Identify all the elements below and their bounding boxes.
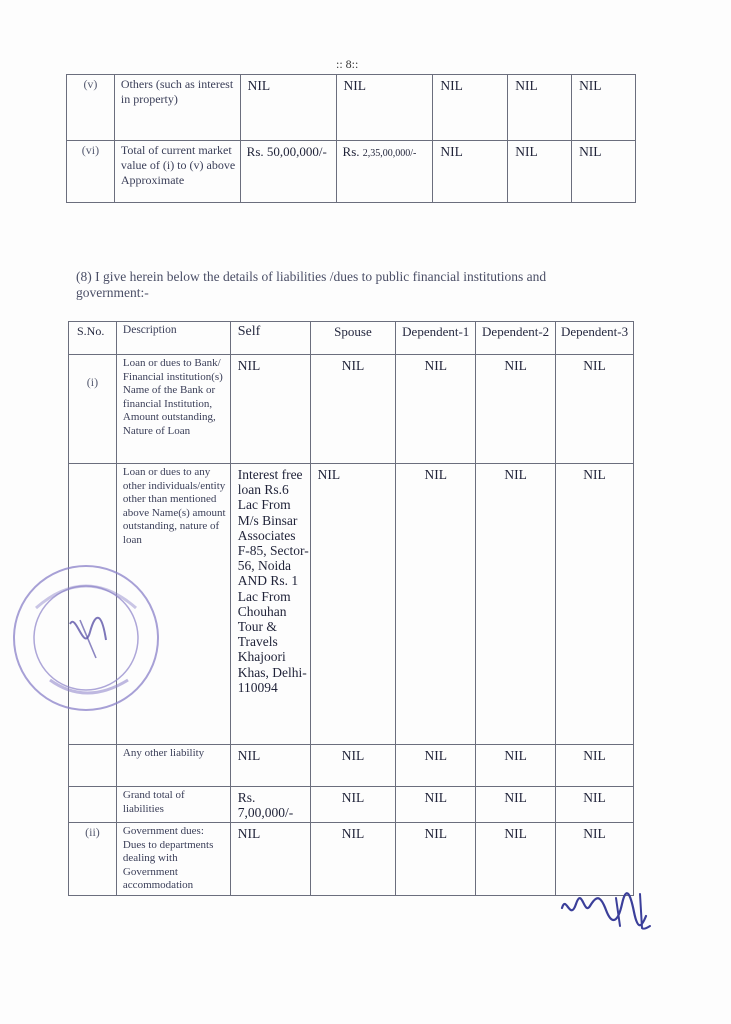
self-cell: NIL bbox=[240, 75, 336, 141]
dependent-2-cell: NIL bbox=[476, 823, 556, 896]
table-row bbox=[67, 75, 636, 141]
description-cell: Government dues: Dues to departments dealing with Government accommodation bbox=[116, 823, 230, 896]
sno-cell bbox=[69, 745, 117, 787]
description-cell: Others (such as interest in property) bbox=[114, 75, 240, 141]
spouse-cell: NIL bbox=[310, 745, 396, 787]
dependent-3-cell: NIL bbox=[556, 464, 634, 745]
dependent-2-cell: NIL bbox=[508, 75, 572, 141]
dependent-3-cell: NIL bbox=[556, 745, 634, 787]
self-cell: NIL bbox=[230, 355, 310, 464]
self-cell: Rs. 50,00,000/- bbox=[240, 141, 336, 203]
header-sno: S.No. bbox=[69, 322, 117, 355]
spouse-cell: NIL bbox=[336, 75, 433, 141]
dependent-3-cell: NIL bbox=[556, 787, 634, 823]
sno-cell bbox=[69, 787, 117, 823]
header-dependent-3: Dependent-3 bbox=[556, 322, 634, 355]
spouse-cell: NIL bbox=[310, 464, 396, 745]
table-row bbox=[69, 823, 634, 896]
self-cell: Interest free loan Rs.6 Lac From M/s Binsar Associates F-85, Sector-56, Noida AND Rs. 1 Lac From Chouhan Tour & Travels Khajoori Khas, Delhi-110094 bbox=[230, 464, 310, 745]
dependent-1-cell: NIL bbox=[396, 355, 476, 464]
dependent-3-cell: NIL bbox=[556, 823, 634, 896]
dependent-3-cell: NIL bbox=[572, 141, 636, 203]
dependent-1-cell: NIL bbox=[433, 141, 508, 203]
liabilities-table bbox=[68, 321, 634, 896]
sno-cell: (vi) bbox=[67, 141, 115, 203]
spouse-cell: NIL bbox=[310, 823, 396, 896]
table-header-row bbox=[69, 322, 634, 355]
description-cell: Any other liability bbox=[116, 745, 230, 787]
dependent-1-cell: NIL bbox=[433, 75, 508, 141]
table-row bbox=[69, 787, 634, 823]
dependent-2-cell: NIL bbox=[508, 141, 572, 203]
table-row bbox=[67, 141, 636, 203]
dependent-1-cell: NIL bbox=[396, 787, 476, 823]
dependent-1-cell: NIL bbox=[396, 745, 476, 787]
description-cell: Total of current market value of (i) to (v) above Approximate bbox=[114, 141, 240, 203]
sno-cell: (ii) bbox=[69, 823, 117, 896]
description-cell: Grand total of liabilities bbox=[116, 787, 230, 823]
sno-cell: (i) bbox=[69, 355, 117, 464]
header-description: Description bbox=[116, 322, 230, 355]
table-row bbox=[69, 745, 634, 787]
self-cell: Rs. 7,00,000/- bbox=[230, 787, 310, 823]
sno-cell bbox=[69, 464, 117, 745]
header-dependent-2: Dependent-2 bbox=[476, 322, 556, 355]
page-number: :: 8:: bbox=[336, 57, 359, 71]
spouse-cell: NIL bbox=[310, 355, 396, 464]
header-dependent-1: Dependent-1 bbox=[396, 322, 476, 355]
dependent-1-cell: NIL bbox=[396, 464, 476, 745]
sno-cell: (v) bbox=[67, 75, 115, 141]
description-cell: Loan or dues to any other individuals/entity other than mentioned above Name(s) amount outstanding, nature of loan bbox=[116, 464, 230, 745]
dependent-1-cell: NIL bbox=[396, 823, 476, 896]
spouse-amount: 2,35,00,000/- bbox=[362, 148, 417, 159]
dependent-3-cell: NIL bbox=[572, 75, 636, 141]
liabilities-intro: (8) I give herein below the details of liabilities /dues to public financial institutions and government:- bbox=[76, 269, 547, 300]
dependent-2-cell: NIL bbox=[476, 464, 556, 745]
spouse-cell: NIL bbox=[310, 787, 396, 823]
dependent-2-cell: NIL bbox=[476, 355, 556, 464]
dependent-2-cell: NIL bbox=[476, 745, 556, 787]
spouse-cell bbox=[336, 141, 433, 203]
spouse-amount-prefix: Rs. bbox=[342, 144, 360, 159]
dependent-2-cell: NIL bbox=[476, 787, 556, 823]
table-row bbox=[69, 464, 634, 745]
description-cell: Loan or dues to Bank/ Financial institution(s) Name of the Bank or financial Institution, Amount outstanding, Nature of Loan bbox=[116, 355, 230, 464]
assets-table-continued bbox=[66, 74, 636, 203]
table-row bbox=[69, 355, 634, 464]
dependent-3-cell: NIL bbox=[556, 355, 634, 464]
self-cell: NIL bbox=[230, 823, 310, 896]
header-self: Self bbox=[230, 322, 310, 355]
header-spouse: Spouse bbox=[310, 322, 396, 355]
self-cell: NIL bbox=[230, 745, 310, 787]
